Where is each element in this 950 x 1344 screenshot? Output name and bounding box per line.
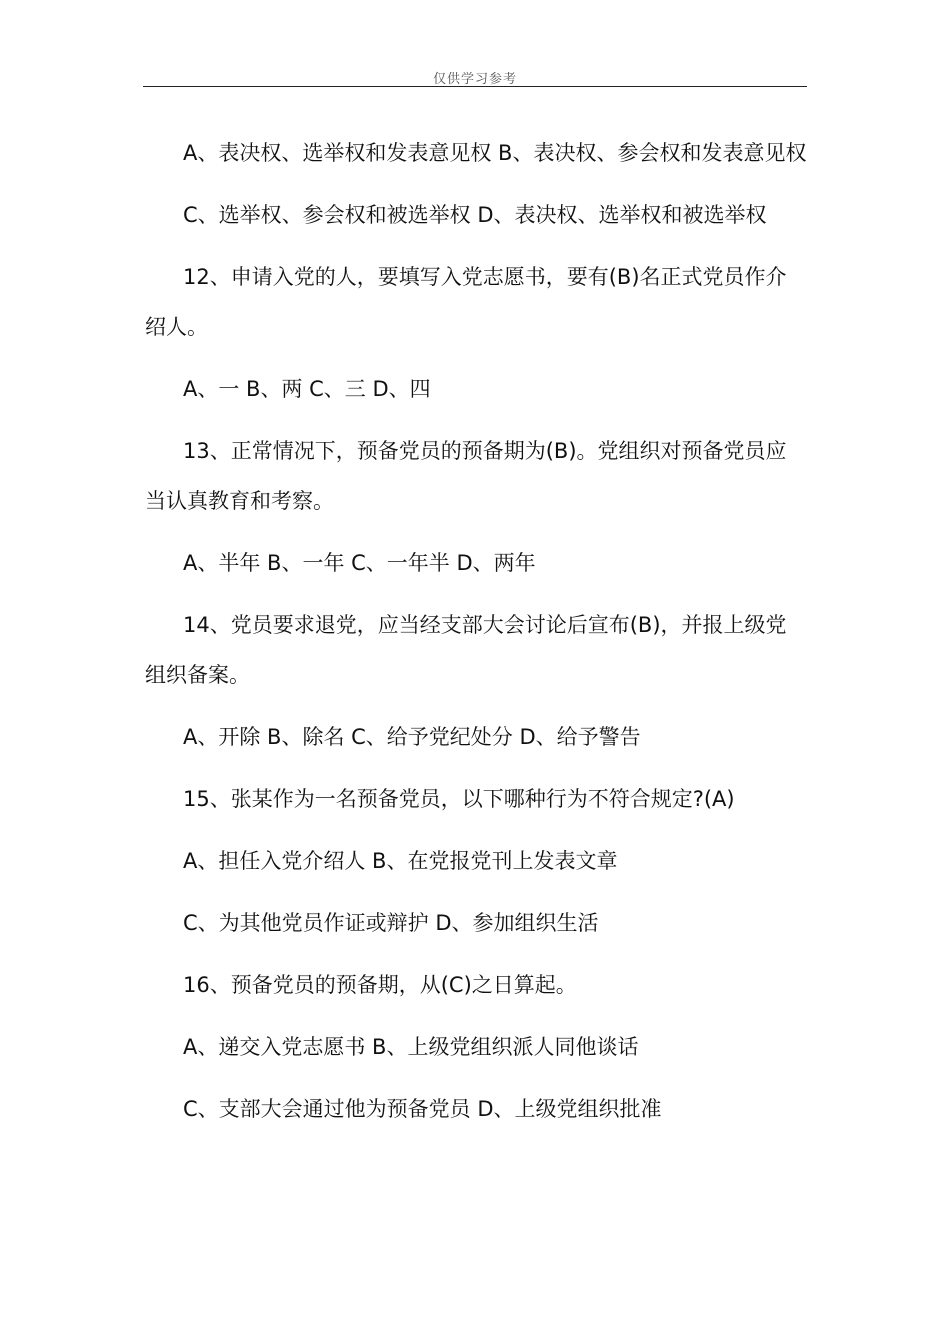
question-12-options: A、一 B、两 C、三 D、四 (183, 377, 431, 401)
question-14: 14、党员要求退党，应当经支部大会讨论后宣布(B)，并报上级党组织备案。 (145, 613, 787, 687)
question-15: 15、张某作为一名预备党员，以下哪种行为不符合规定?(A) (183, 787, 735, 811)
question-15-options-ab: A、担任入党介绍人 B、在党报党刊上发表文章 (183, 849, 618, 873)
question-12: 12、申请入党的人，要填写入党志愿书，要有(B)名正式党员作介绍人。 (145, 265, 787, 339)
question-16-options-ab: A、递交入党志愿书 B、上级党组织派人同他谈话 (183, 1035, 639, 1059)
question-15-options-cd: C、为其他党员作证或辩护 D、参加组织生活 (183, 911, 599, 935)
question-13-options: A、半年 B、一年 C、一年半 D、两年 (183, 551, 536, 575)
question-14-options: A、开除 B、除名 C、给予党纪处分 D、给予警告 (183, 725, 641, 749)
question-16: 16、预备党员的预备期，从(C)之日算起。 (183, 973, 577, 997)
question-13: 13、正常情况下，预备党员的预备期为(B)。党组织对预备党员应当认真教育和考察。 (145, 439, 787, 513)
option-line: A、表决权、选举权和发表意见权 B、表决权、参会权和发表意见权 (183, 141, 807, 165)
header-divider (143, 86, 807, 87)
document-body (145, 128, 807, 1134)
option-line: C、选举权、参会权和被选举权 D、表决权、选举权和被选举权 (183, 203, 767, 227)
page-header-text: 仅供学习参考 (432, 72, 517, 87)
question-16-options-cd: C、支部大会通过他为预备党员 D、上级党组织批准 (183, 1097, 662, 1121)
